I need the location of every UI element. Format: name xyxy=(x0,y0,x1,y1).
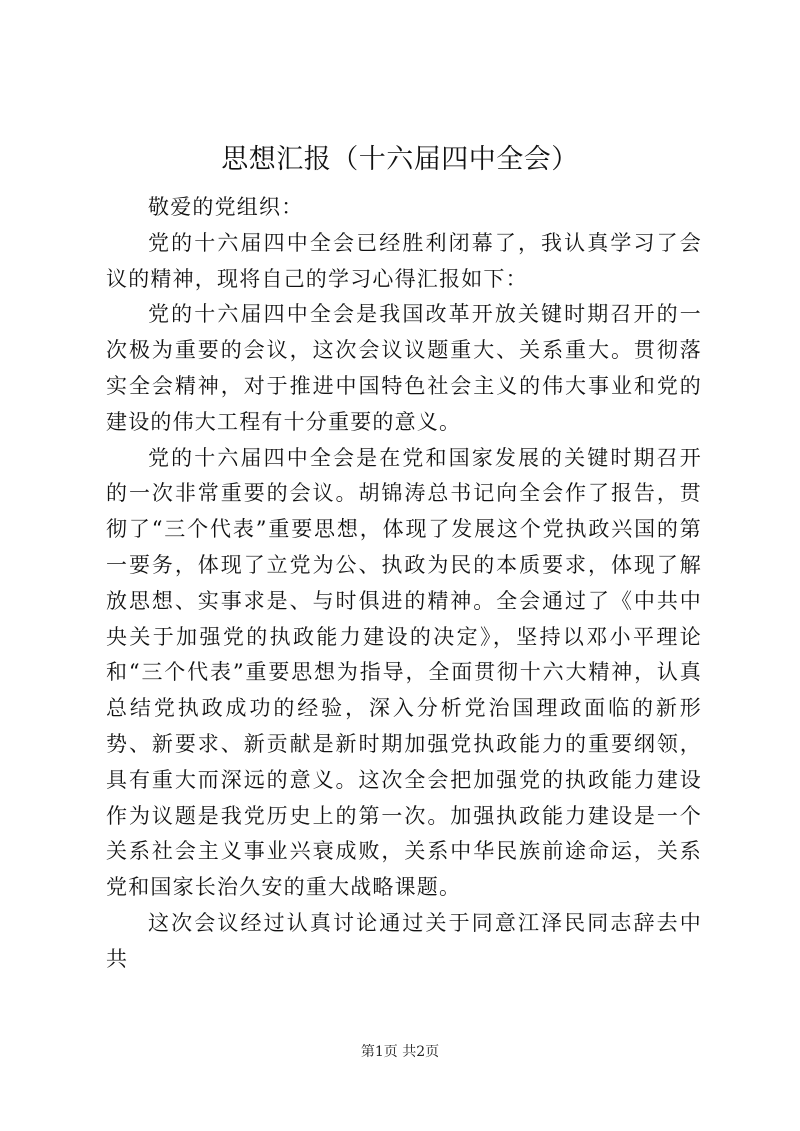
paragraph-main: 党的十六届四中全会是在党和国家发展的关键时期召开的一次非常重要的会议。胡锦涛总书记向全会作了报告，贯彻了“三个代表”重要思想，体现了发展这个党执政兴国的第一要务，体现了立党为公、执政为民的本质要求，体现了解放思想、实事求是、与时俱进的精神。全会通过了《中共中央关于加强党的执政能力建设的决定》，坚持以邓小平理论和“三个代表”重要思想为指导，全面贯彻十六大精神，认真总结党执政成功的经验，深入分析党治国理政面临的新形势、新要求、新贡献是新时期加强党执政能力的重要纲领，具有重大而深远的意义。这次全会把加强党的执政能力建设作为议题是我党历史上的第一次。加强执政能力建设是一个关系社会主义事业兴衰成败，关系中华民族前途命运，关系党和国家长治久安的重大战略课题。 xyxy=(106,445,702,900)
page-footer: 第1页 共2页 xyxy=(360,1044,440,1060)
paragraph-intro: 党的十六届四中全会已经胜利闭幕了，我认真学习了会议的精神，现将自己的学习心得汇报如下： xyxy=(106,230,702,291)
document-title: 思想汇报（十六届四中全会） xyxy=(221,144,579,175)
document-body xyxy=(106,190,702,978)
paragraph-continued: 这次会议经过认真讨论通过关于同意江泽民同志辞去中共 xyxy=(106,910,702,971)
salutation: 敬爱的党组织： xyxy=(148,195,304,219)
paragraph-significance: 党的十六届四中全会是我国改革开放关键时期召开的一次极为重要的会议，这次会议议题重大、关系重大。贯彻落实全会精神，对于推进中国特色社会主义的伟大事业和党的建设的伟大工程有十分重要的意义。 xyxy=(106,302,702,434)
